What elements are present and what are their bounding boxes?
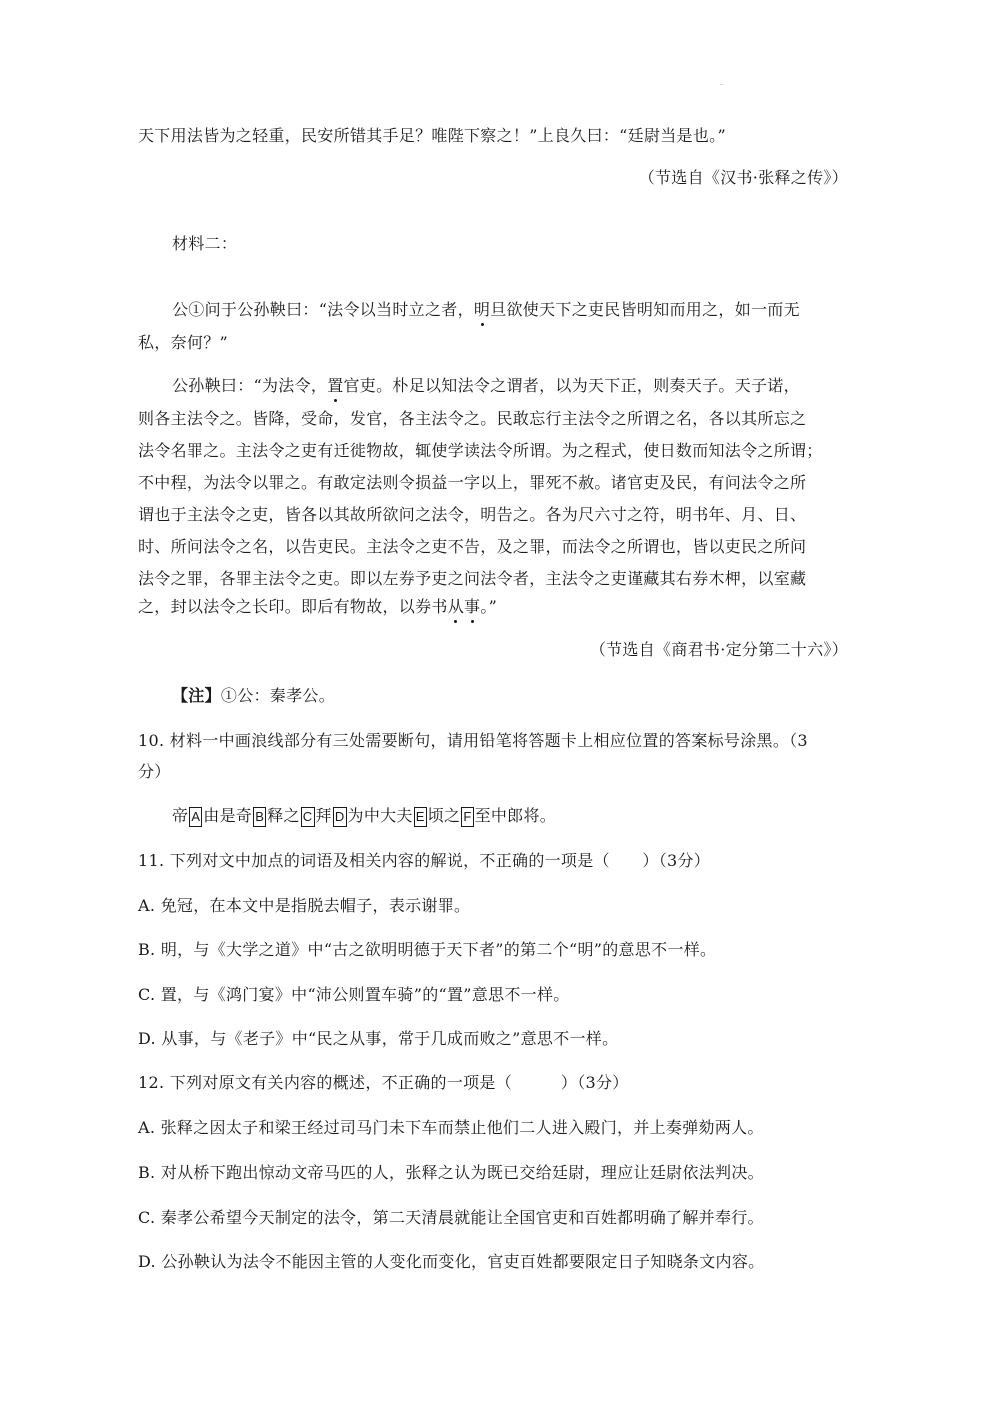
q11-stem: 11. 下列对文中加点的词语及相关内容的解说，不正确的一项是（ ）（3分） xyxy=(138,851,711,870)
material2-p2-line7: 法令之罪，各罪主法令之吏。即以左券予吏之问法令者，主法令之吏谨藏其右券木柙，以室藏 xyxy=(138,569,807,588)
material2-p2-line3: 法令名罪之。主法令之吏有迁徙物故，辄使学读法令所谓。为之程式，使日数而知法令之所谓； xyxy=(138,441,823,460)
answer-mark-f[interactable]: F xyxy=(461,807,473,827)
note-tag: 【注】 xyxy=(172,686,221,705)
text-run: 公①问于公孙鞅曰：“法令以当时立之者， xyxy=(172,300,474,319)
sentence-segment: 至中郎将。 xyxy=(474,806,557,825)
q12-option-a[interactable]: A. 张释之因太子和梁王经过司马门未下车而禁止他们二人进入殿门，并上奏弹劾两人。 xyxy=(138,1118,764,1137)
text-run: 公孙鞅曰：“为法令， xyxy=(172,376,328,395)
scan-speck xyxy=(720,84,723,85)
q11-option-d[interactable]: D. 从事，与《老子》中“民之从事，常于几成而败之”意思不一样。 xyxy=(138,1029,619,1048)
material1-source: （节选自《汉书·张释之传》） xyxy=(638,168,848,187)
note-text: ①公：秦孝公。 xyxy=(220,686,336,705)
material2-p2-line8 xyxy=(138,597,497,617)
material2-p2-line1 xyxy=(172,376,800,396)
answer-mark-a[interactable]: A xyxy=(189,807,202,827)
sentence-segment: 释之 xyxy=(267,806,300,825)
sentence-segment: 拜 xyxy=(315,806,332,825)
sentence-segment: 顷之 xyxy=(427,806,461,825)
material1-last-line: 天下用法皆为之轻重，民安所错其手足？唯陛下察之！”上良久曰：“廷尉当是也。” xyxy=(138,126,726,145)
material2-p2-line6: 时、所问法令之名，以告吏民。主法令之吏不告，及之罪，而法令之所谓也，皆以吏民之所问 xyxy=(138,537,807,556)
material2-p1-line1 xyxy=(172,300,800,320)
dotted-word-ming: 明 xyxy=(473,300,491,319)
answer-mark-e[interactable]: E xyxy=(414,807,427,827)
dotted-word-cong: 从 xyxy=(447,597,465,616)
q11-option-c[interactable]: C. 置，与《鸿门宴》中“沛公则置车骑”的“置”意思不一样。 xyxy=(138,985,570,1004)
material2-p2-line4: 不中程，为法令以罪之。有敢定法则令损益一字以上，罪死不赦。诸官吏及民，有问法令之所 xyxy=(138,473,807,492)
text-run: 。” xyxy=(480,597,498,616)
material2-p2-line5: 谓也于主法令之吏，皆各以其故所欲问之法令，明告之。各为尺六寸之符，明书年、月、日、 xyxy=(138,505,807,524)
q10-sentence xyxy=(172,806,556,827)
sentence-segment: 帝 xyxy=(172,806,189,825)
q10-stem-line1: 10. 材料一中画浪线部分有三处需要断句，请用铅笔将答题卡上相应位置的答案标号涂黑。（3 xyxy=(138,731,808,750)
material2-source: （节选自《商君书·定分第二十六》） xyxy=(589,640,848,659)
material2-p1-line2: 私，奈何？” xyxy=(138,333,228,352)
sentence-segment: 由是奇 xyxy=(203,806,253,825)
q11-option-b[interactable]: B. 明，与《大学之道》中“古之欲明明德于天下者”的第二个“明”的意思不一样。 xyxy=(138,940,717,959)
text-run: 之，封以法令之长印。即后有物故，以券书 xyxy=(138,597,448,616)
text-run: 旦欲使天下之吏民皆明知而用之，如一而无 xyxy=(490,300,800,319)
material2-heading: 材料二： xyxy=(172,234,238,253)
sentence-segment: 为中大夫 xyxy=(347,806,413,825)
dotted-word-shi: 事 xyxy=(464,597,481,616)
text-run: 官吏。朴足以知法令之谓者，以为天下正，则奏天子。天子诺， xyxy=(343,376,800,395)
footnote xyxy=(172,686,335,706)
q10-stem-line2: 分） xyxy=(138,762,171,781)
q12-option-b[interactable]: B. 对从桥下跑出惊动文帝马匹的人，张释之认为既已交给廷尉，理应让廷尉依法判决。 xyxy=(138,1163,764,1182)
answer-mark-d[interactable]: D xyxy=(333,807,347,827)
q12-option-c[interactable]: C. 秦孝公希望今天制定的法令，第二天清晨就能让全国官吏和百姓都明确了解并奉行。 xyxy=(138,1208,764,1227)
material2-p2-line2: 则各主法令之。皆降，受命，发官，各主法令之。民敢忘行主法令之所谓之名，各以其所忘之 xyxy=(138,409,807,428)
q12-option-d[interactable]: D. 公孙鞅认为法令不能因主管的人变化而变化，官吏百姓都要限定日子知晓条文内容。 xyxy=(138,1252,765,1271)
answer-mark-b[interactable]: B xyxy=(253,807,266,827)
answer-mark-c[interactable]: C xyxy=(301,807,315,827)
q12-stem: 12. 下列对原文有关内容的概述，不正确的一项是（ ）（3分） xyxy=(138,1073,629,1092)
dotted-word-zhi: 置 xyxy=(327,376,344,395)
q11-option-a[interactable]: A. 免冠，在本文中是指脱去帽子，表示谢罪。 xyxy=(138,896,471,915)
